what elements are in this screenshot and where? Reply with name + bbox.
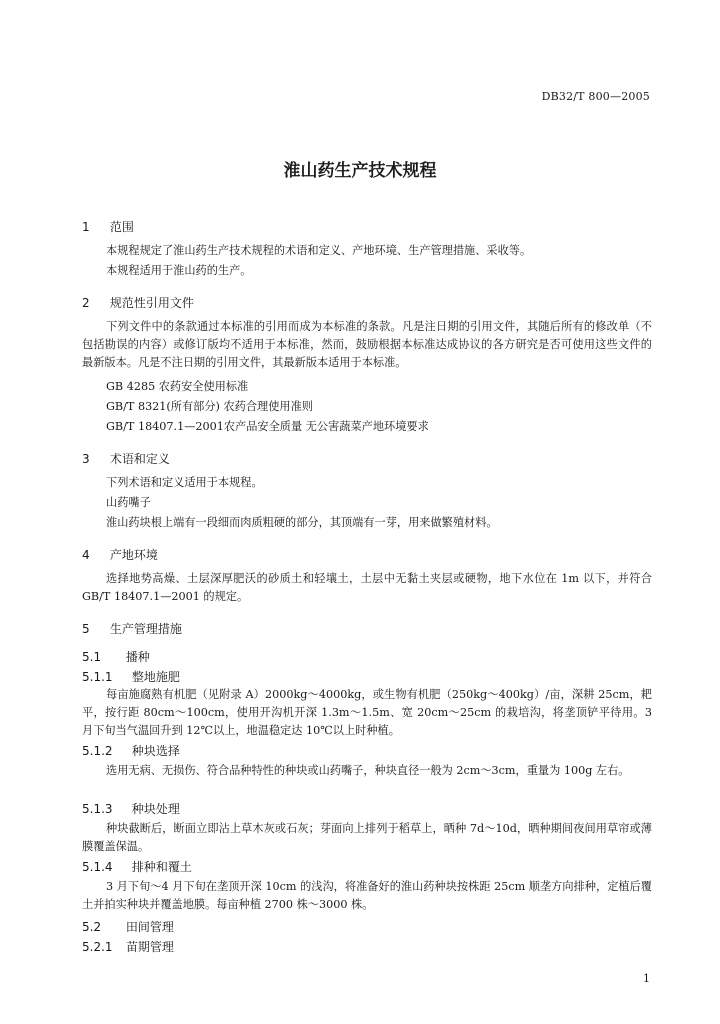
section-5-1-3-heading bbox=[82, 800, 180, 817]
term-name: 山药嘴子 bbox=[106, 496, 151, 509]
section-3-paragraph-1: 下列术语和定义适用于本规程。 bbox=[106, 476, 263, 489]
section-title: 苗期管理 bbox=[125, 940, 174, 954]
section-2-heading bbox=[82, 294, 194, 311]
section-5-1-3-paragraph: 种块截断后，断面立即沾上草木灰或石灰；芽面向上排列于稻草上，晒种 7d～10d，晒种期间夜间用草帘或薄膜覆盖保温。 bbox=[82, 822, 652, 853]
section-5-1-4-paragraph: 3 月下旬～4 月下旬在垄顶开深 10cm 的浅沟，将准备好的淮山药种块按株距 25cm 顺垄方向排种，定植后覆土并拍实种块并覆盖地膜。每亩种植 2700 株～3000 株。 bbox=[82, 880, 652, 911]
section-5-1-2-heading bbox=[82, 742, 180, 759]
section-title: 产地环境 bbox=[109, 548, 158, 562]
section-number: 5 bbox=[82, 622, 90, 636]
section-number: 5.1.3 bbox=[82, 802, 113, 816]
section-title: 种块选择 bbox=[131, 744, 180, 758]
section-5-1-2-paragraph: 选用无病、无损伤、符合品种特性的种块或山药嘴子，种块直径一般为 2cm～3cm，重量为 100g 左右。 bbox=[106, 764, 630, 777]
section-5-1-heading bbox=[82, 648, 150, 665]
term-definition: 淮山药块根上端有一段细而肉质粗硬的部分，其顶端有一芽，用来做繁殖材料。 bbox=[106, 516, 498, 529]
document-title: 淮山药生产技术规程 bbox=[283, 161, 437, 181]
section-title: 播种 bbox=[125, 650, 150, 664]
page-number: 1 bbox=[643, 972, 650, 985]
reference-item: GB 4285 农药安全使用标准 bbox=[106, 380, 249, 393]
section-title: 排种和覆土 bbox=[131, 860, 192, 874]
section-title: 规范性引用文件 bbox=[109, 296, 194, 310]
section-3-heading bbox=[82, 450, 170, 467]
reference-item: GB/T 8321(所有部分) 农药合理使用准则 bbox=[106, 400, 313, 413]
section-1-paragraph-1: 本规程规定了淮山药生产技术规程的术语和定义、产地环境、生产管理措施、采收等。 bbox=[106, 244, 532, 257]
section-title: 术语和定义 bbox=[109, 452, 170, 466]
section-number: 3 bbox=[82, 452, 90, 466]
section-number: 5.1.2 bbox=[82, 744, 113, 758]
section-title: 种块处理 bbox=[131, 802, 180, 816]
section-4-heading bbox=[82, 546, 158, 563]
section-4-paragraph-1: 选择地势高燥、土层深厚肥沃的砂质土和轻壤土，土层中无黏土夹层或硬物，地下水位在 1m 以下，并符合 GB/T 18407.1—2001 的规定。 bbox=[82, 572, 652, 603]
section-number: 5.2 bbox=[82, 920, 102, 934]
section-title: 范围 bbox=[109, 220, 134, 234]
section-number: 4 bbox=[82, 548, 90, 562]
section-2-paragraph-1: 下列文件中的条款通过本标准的引用而成为本标准的条款。凡是注日期的引用文件，其随后所有的修改单（不包括勘误的内容）或修订版均不适用于本标准，然而，鼓励根据本标准达成协议的各方研究是否可使用这些文件的最新版本。凡是不注日期的引用文件，其最新版本适用于本标准。 bbox=[82, 320, 652, 369]
section-title: 生产管理措施 bbox=[109, 622, 182, 636]
section-title: 田间管理 bbox=[125, 920, 174, 934]
reference-item: GB/T 18407.1—2001农产品安全质量 无公害蔬菜产地环境要求 bbox=[106, 420, 429, 433]
section-number: 5.1 bbox=[82, 650, 102, 664]
section-number: 2 bbox=[82, 296, 90, 310]
section-5-1-4-heading bbox=[82, 858, 192, 875]
section-5-1-1-paragraph: 每亩施腐熟有机肥（见附录 A）2000kg～4000kg，或生物有机肥（250kg～400kg）/亩，深耕 25cm，耙平，按行距 80cm～100cm，使用开沟机开深 1.3m～1.5m、宽 20cm～25cm 的栽培沟，将垄顶铲平待用。3 月下旬当气温回升到 12℃以上，地温稳定达 10℃以上时种植。 bbox=[82, 688, 652, 737]
standard-code: DB32/T 800—2005 bbox=[541, 90, 650, 103]
section-number: 1 bbox=[82, 220, 90, 234]
section-number: 5.1.1 bbox=[82, 670, 113, 684]
section-1-heading bbox=[82, 218, 134, 235]
section-number: 5.2.1 bbox=[82, 940, 113, 954]
section-title: 整地施肥 bbox=[131, 670, 180, 684]
section-5-heading bbox=[82, 620, 182, 637]
section-number: 5.1.4 bbox=[82, 860, 113, 874]
section-5-2-1-heading bbox=[82, 938, 174, 955]
section-5-1-1-heading bbox=[82, 668, 180, 685]
section-5-2-heading bbox=[82, 918, 174, 935]
section-1-paragraph-2: 本规程适用于淮山药的生产。 bbox=[106, 264, 252, 277]
